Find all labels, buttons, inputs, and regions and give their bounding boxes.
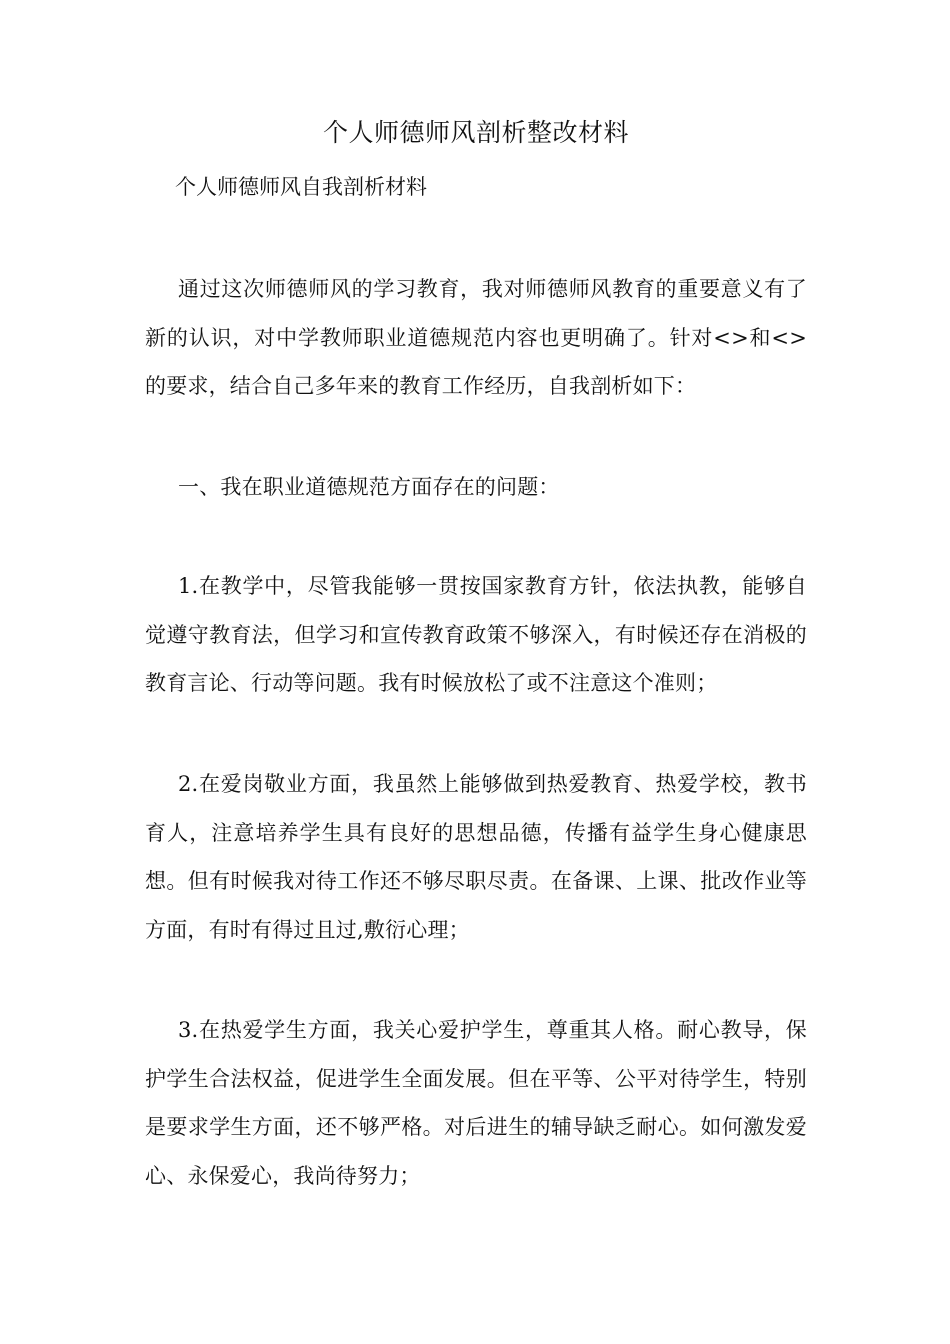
document-subtitle: 个人师德师风自我剖析材料 <box>175 175 427 199</box>
paragraph-item-1: 1.在教学中，尽管我能够一贯按国家教育方针，依法执教，能够自觉遵守教育法，但学习和宣传教育政策不够深入，有时候还存在消极的教育言论、行动等问题。我有时候放松了或不注意这个准则； <box>145 574 807 695</box>
paragraph-item-3: 3.在热爱学生方面，我关心爱护学生，尊重其人格。耐心教导，保护学生合法权益，促进学生全面发展。但在平等、公平对待学生，特别是要求学生方面，还不够严格。对后进生的辅导缺乏耐心。如何激发爱心、永保爱心，我尚待努力； <box>145 1018 807 1188</box>
paragraph-intro: 通过这次师德师风的学习教育，我对师德师风教育的重要意义有了新的认识，对中学教师职业道德规范内容也更明确了。针对<>和<>的要求，结合自己多年来的教育工作经历，自我剖析如下： <box>145 277 807 398</box>
paragraph-item-2: 2.在爱岗敬业方面，我虽然上能够做到热爱教育、热爱学校，教书育人，注意培养学生具有良好的思想品德，传播有益学生身心健康思想。但有时候我对待工作还不够尽职尽责。在备课、上课、批改作业等方面，有时有得过且过,敷衍心理； <box>145 772 807 942</box>
section-heading-1: 一、我在职业道德规范方面存在的问题： <box>178 475 560 499</box>
document-title: 个人师德师风剖析整改材料 <box>322 118 629 147</box>
